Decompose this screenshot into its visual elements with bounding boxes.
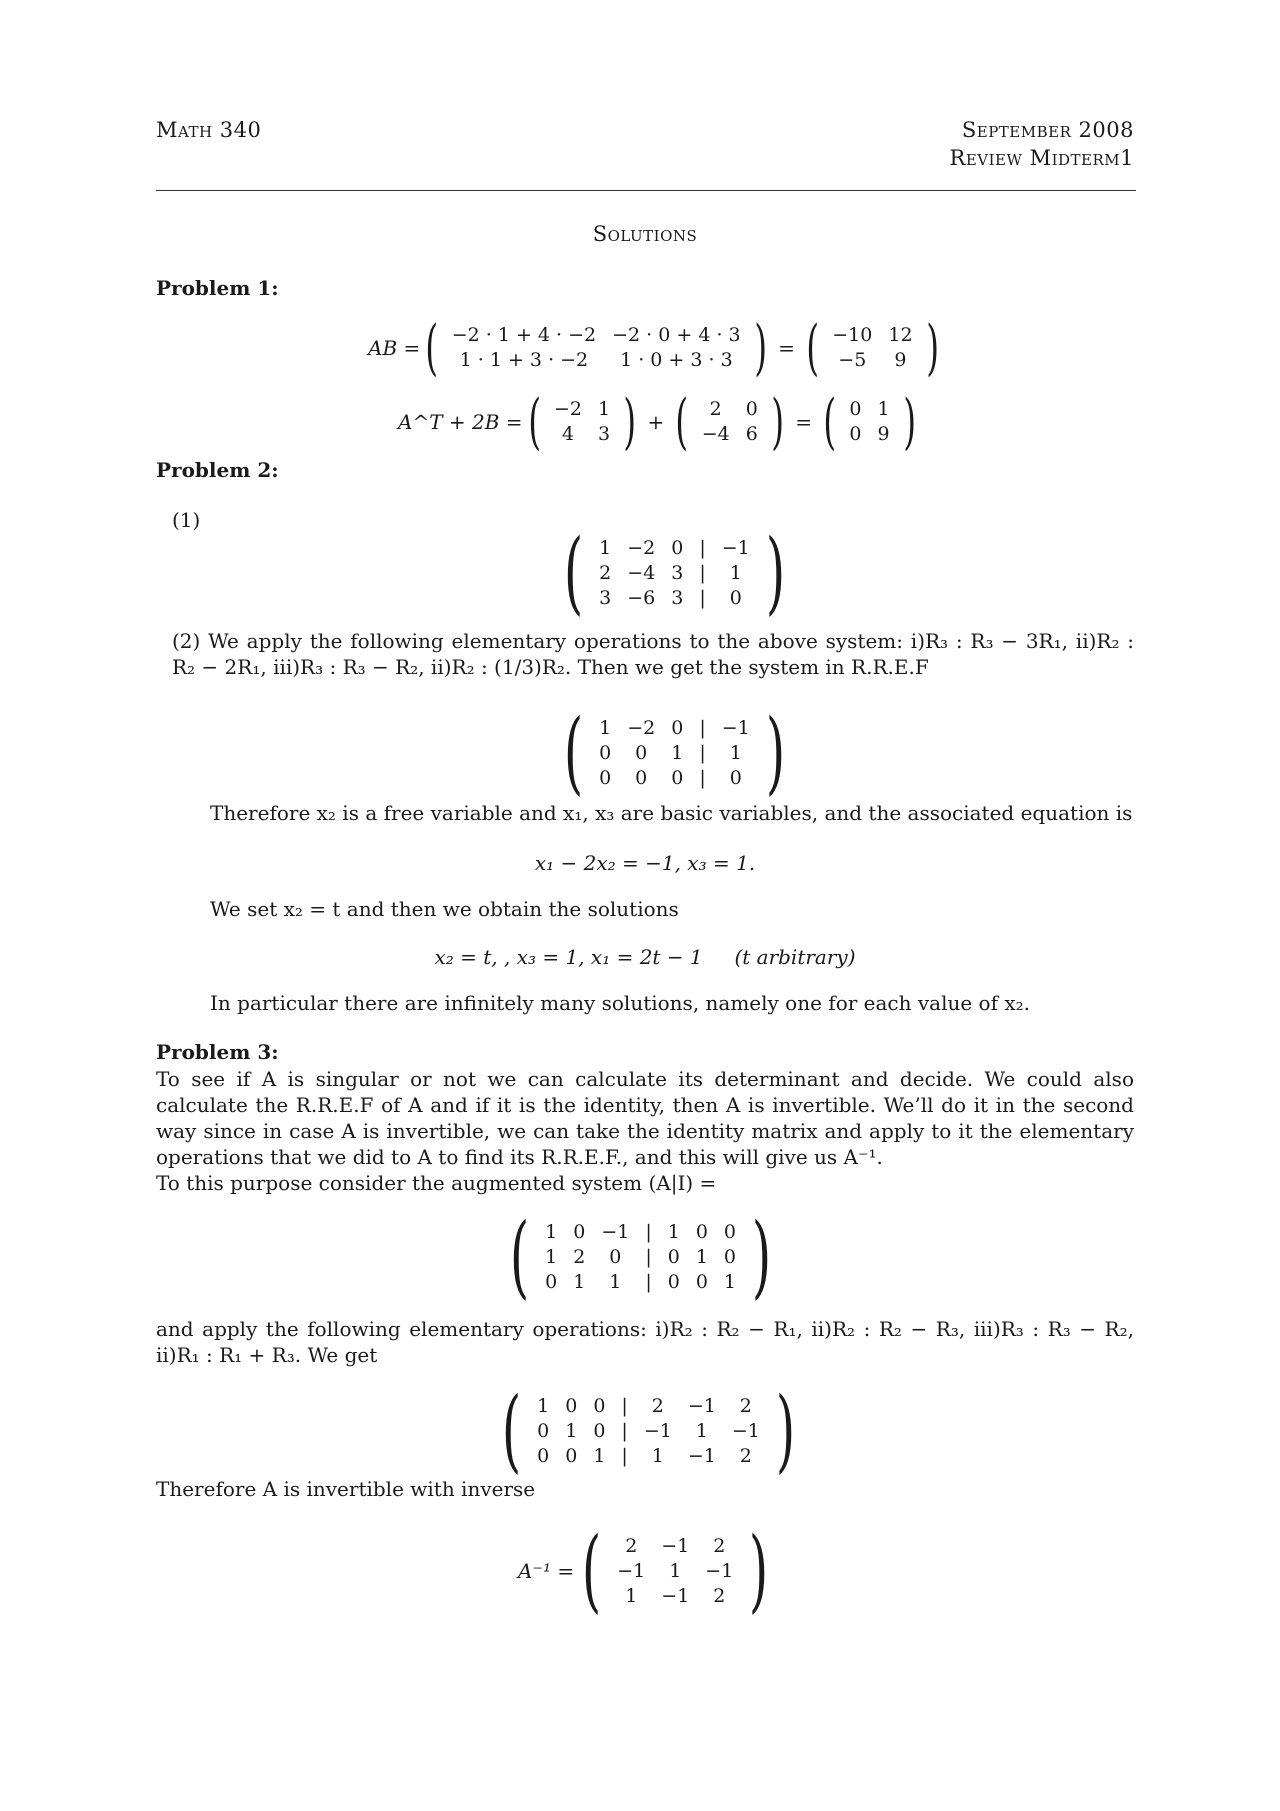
matrix-cell: 0 — [849, 423, 862, 445]
bracket: ( — [806, 313, 819, 383]
matrix-cell: 2 — [739, 1394, 752, 1417]
matrix-cell: 2 — [599, 561, 612, 584]
part1-label: (1) — [172, 508, 201, 532]
matrix-cell: −2 — [627, 536, 656, 559]
matrix-ab-rhs — [824, 323, 920, 373]
matrix-bar: | — [699, 716, 706, 739]
matrix-cell: −1 — [705, 1559, 734, 1582]
matrix-bar: | — [699, 766, 706, 789]
problem3-rref-matrix — [494, 1378, 803, 1483]
matrix-cell: −1 — [617, 1559, 646, 1582]
matrix-cell: 0 — [565, 1444, 578, 1467]
problem2-rref-matrix — [556, 700, 793, 805]
matrix-at-1 — [546, 397, 618, 447]
matrix-cell: 1 — [545, 1220, 558, 1243]
elementary-operations-text: and apply the following elementary operations: i)R₂ : R₂ − R₁, ii)R₂ : R₂ − R₃, iii)R₃ : R₃ − R₂, ii)R₁ : R₁ + R₃. We get — [156, 1317, 1134, 1367]
matrix-cell: 3 — [671, 586, 684, 609]
matrix-cell: 1 — [723, 1270, 737, 1293]
matrix-bar: | — [645, 1220, 652, 1243]
matrix-cell: 9 — [877, 423, 890, 445]
matrix-bar: | — [621, 1394, 628, 1417]
exam-date: September 2008 — [961, 118, 1134, 142]
matrix-cell: −1 — [731, 1419, 760, 1442]
matrix-bar: | — [699, 741, 706, 764]
matrix-cell: 0 — [635, 741, 648, 764]
infinite-solutions-text: In particular there are infinitely many solutions, namely one for each value of x₂. — [210, 991, 1031, 1015]
matrix-cell: 2 — [709, 398, 722, 420]
matrix-cell: 0 — [599, 741, 612, 764]
matrix-cell: 4 — [561, 423, 575, 445]
matrix-cell: 1 · 0 + 3 · 3 — [620, 349, 733, 371]
matrix-cell: 1 — [545, 1245, 558, 1268]
matrix-cell: 0 — [537, 1444, 550, 1467]
set-variable-text: We set x₂ = t and then we obtain the solutions — [210, 897, 679, 921]
matrix-cell: 0 — [849, 398, 862, 420]
matrix-cell: −2 · 0 + 4 · 3 — [612, 324, 741, 346]
matrix-cell: 2 — [739, 1444, 752, 1467]
equation-1: x₁ − 2x₂ = −1, x₃ = 1. — [534, 851, 756, 875]
bracket: ) — [623, 387, 637, 457]
course-title: Math 340 — [156, 118, 262, 142]
matrix-cell: 0 — [723, 1220, 737, 1243]
matrix-at-2 — [694, 397, 766, 447]
bracket: ( — [425, 313, 439, 383]
matrix-cell: 1 — [573, 1270, 586, 1293]
matrix-cell: −4 — [701, 423, 730, 445]
matrix-cell: 0 — [671, 716, 684, 739]
matrix-cell: −1 — [661, 1584, 690, 1607]
bracket: ) — [765, 520, 785, 625]
matrix-cell: −1 — [643, 1419, 672, 1442]
bracket: ( — [675, 387, 689, 457]
matrix-cell: 2 — [651, 1394, 664, 1417]
matrix-cell: −6 — [627, 586, 656, 609]
matrix-cell: −1 — [687, 1444, 716, 1467]
matrix-cell: −1 — [721, 716, 750, 739]
matrix-bar: | — [645, 1270, 652, 1293]
matrix-cell: 2 — [713, 1534, 726, 1557]
plus-sign: + — [647, 410, 665, 434]
matrix-cell: 0 — [593, 1419, 606, 1442]
bracket: ) — [749, 1518, 769, 1623]
bracket: ) — [925, 313, 939, 383]
matrix-cell: 0 — [609, 1245, 622, 1268]
problem3-augmented-matrix — [502, 1204, 779, 1309]
matrix-cell: 1 · 1 + 3 · −2 — [459, 349, 589, 371]
matrix-cell: 1 — [667, 1220, 680, 1243]
matrix-cell: 1 — [695, 1245, 708, 1268]
problem1-heading: Problem 1: — [156, 276, 279, 300]
bracket: ( — [527, 387, 541, 457]
page-title: Solutions — [592, 222, 698, 246]
free-variable-text: Therefore x₂ is a free variable and x₁, x₃ are basic variables, and the associated equation is — [210, 801, 1133, 825]
matrix-cell: 1 — [651, 1444, 664, 1467]
matrix-bar: | — [621, 1419, 628, 1442]
ab-equation — [368, 313, 944, 383]
matrix-cell: 0 — [723, 1245, 737, 1268]
matrix-cell: 1 — [609, 1270, 622, 1293]
matrix-bar: | — [699, 586, 706, 609]
header-rule — [156, 190, 1136, 191]
matrix-ab-lhs — [444, 323, 749, 373]
matrix-cell: −4 — [627, 561, 656, 584]
bracket: ) — [753, 313, 767, 383]
matrix-cell: −1 — [601, 1220, 630, 1243]
problem2-augmented-matrix — [556, 520, 793, 625]
bracket: ( — [509, 1204, 530, 1309]
matrix-cell: 0 — [671, 536, 684, 559]
ab-label: AB = — [368, 336, 421, 360]
matrix-cell: 3 — [598, 423, 611, 445]
matrix-cell: 1 — [625, 1584, 638, 1607]
matrix-cell: 0 — [565, 1394, 578, 1417]
matrix-cell: −2 — [553, 398, 582, 420]
problem3-intro: To see if A is singular or not we can calculate its determinant and decide. We could also calculate the R.R.E.F of A and if it is the identity, then A is invertible. We’ll do it in the second way since in case A is invertible, we can take the identity matrix and apply to it the elementary operations that we did to A to find its R.R.E.F., and this will give us A⁻¹. — [156, 1067, 1134, 1169]
at-equation — [398, 387, 921, 457]
invertible-text: Therefore A is invertible with inverse — [156, 1477, 536, 1501]
equation-2: x₂ = t, , x₃ = 1, x₁ = 2t − 1 (t arbitrary) — [434, 945, 856, 969]
bracket: ( — [501, 1378, 522, 1483]
matrix-cell: 1 — [695, 1419, 708, 1442]
inverse-label: A⁻¹ = — [518, 1559, 575, 1583]
matrix-cell: 2 — [625, 1534, 638, 1557]
matrix-cell: 9 — [894, 349, 907, 371]
matrix-cell: 1 — [593, 1444, 606, 1467]
matrix-cell: −10 — [832, 324, 873, 346]
matrix-cell: 2 — [573, 1245, 586, 1268]
matrix-cell: 2 — [713, 1584, 726, 1607]
matrix-cell: 1 — [565, 1419, 578, 1442]
bracket: ( — [582, 1518, 602, 1623]
bracket: ) — [751, 1204, 772, 1309]
matrix-cell: 1 — [599, 536, 612, 559]
matrix-cell: 0 — [729, 586, 742, 609]
matrix-at-result — [841, 397, 897, 447]
matrix-cell: 0 — [745, 398, 758, 420]
bracket: ( — [563, 700, 584, 805]
bracket: ) — [902, 387, 916, 457]
matrix-cell: −1 — [687, 1394, 716, 1417]
matrix-cell: 0 — [671, 766, 684, 789]
bracket: ) — [775, 1378, 796, 1483]
problem3-heading: Problem 3: — [156, 1040, 279, 1064]
matrix-cell: 1 — [599, 716, 612, 739]
matrix-bar: | — [699, 536, 706, 559]
matrix-cell: 0 — [667, 1270, 680, 1293]
matrix-cell: 1 — [729, 741, 742, 764]
matrix-cell: 3 — [599, 586, 612, 609]
matrix-cell: −2 — [627, 716, 656, 739]
matrix-bar: | — [645, 1245, 652, 1268]
matrix-cell: 0 — [593, 1394, 606, 1417]
matrix-cell: 3 — [671, 561, 684, 584]
matrix-cell: −1 — [721, 536, 750, 559]
matrix-cell: 1 — [729, 561, 742, 584]
inverse-matrix — [609, 1534, 741, 1609]
matrix-cell: 1 — [537, 1394, 550, 1417]
matrix-cell: 0 — [667, 1245, 680, 1268]
equals-sign: = — [778, 336, 795, 360]
matrix-cell: 12 — [888, 324, 913, 346]
bracket: ) — [765, 700, 785, 805]
matrix-cell: 6 — [745, 423, 758, 445]
bracket: ) — [771, 387, 784, 457]
matrix-cell: 0 — [695, 1220, 708, 1243]
matrix-cell: 0 — [537, 1419, 550, 1442]
augmented-system-text: To this purpose consider the augmented system (A|I) = — [156, 1171, 717, 1195]
inverse-equation — [518, 1518, 776, 1623]
matrix-cell: 1 — [669, 1559, 682, 1582]
bracket: ( — [823, 387, 837, 457]
matrix-cell: 0 — [635, 766, 648, 789]
matrix-cell: −1 — [661, 1534, 690, 1557]
matrix-cell: −2 · 1 + 4 · −2 — [451, 324, 597, 346]
matrix-bar: | — [699, 561, 706, 584]
problem2-heading: Problem 2: — [156, 458, 279, 482]
part2-text: (2) We apply the following elementary operations to the above system: i)R₃ : R₃ − 3R₁, ii)R₂ : R₂ − 2R₁, iii)R₃ : R₃ − R₂, ii)R₂ : (1/3)R₂. Then we get the system in R.R.E.F — [172, 629, 1134, 679]
matrix-cell: 1 — [671, 741, 684, 764]
bracket: ( — [563, 520, 584, 625]
matrix-cell: 0 — [599, 766, 612, 789]
matrix-cell: 1 — [877, 398, 890, 420]
exam-name: Review Midterm1 — [949, 146, 1134, 170]
matrix-cell: 0 — [545, 1270, 558, 1293]
matrix-cell: 0 — [695, 1270, 708, 1293]
at-label: A^T + 2B = — [398, 410, 523, 434]
equals-sign: = — [795, 410, 812, 434]
matrix-cell: 0 — [573, 1220, 586, 1243]
matrix-bar: | — [621, 1444, 628, 1467]
matrix-cell: −5 — [838, 349, 867, 371]
matrix-cell: 1 — [598, 398, 611, 420]
matrix-cell: 0 — [729, 766, 742, 789]
